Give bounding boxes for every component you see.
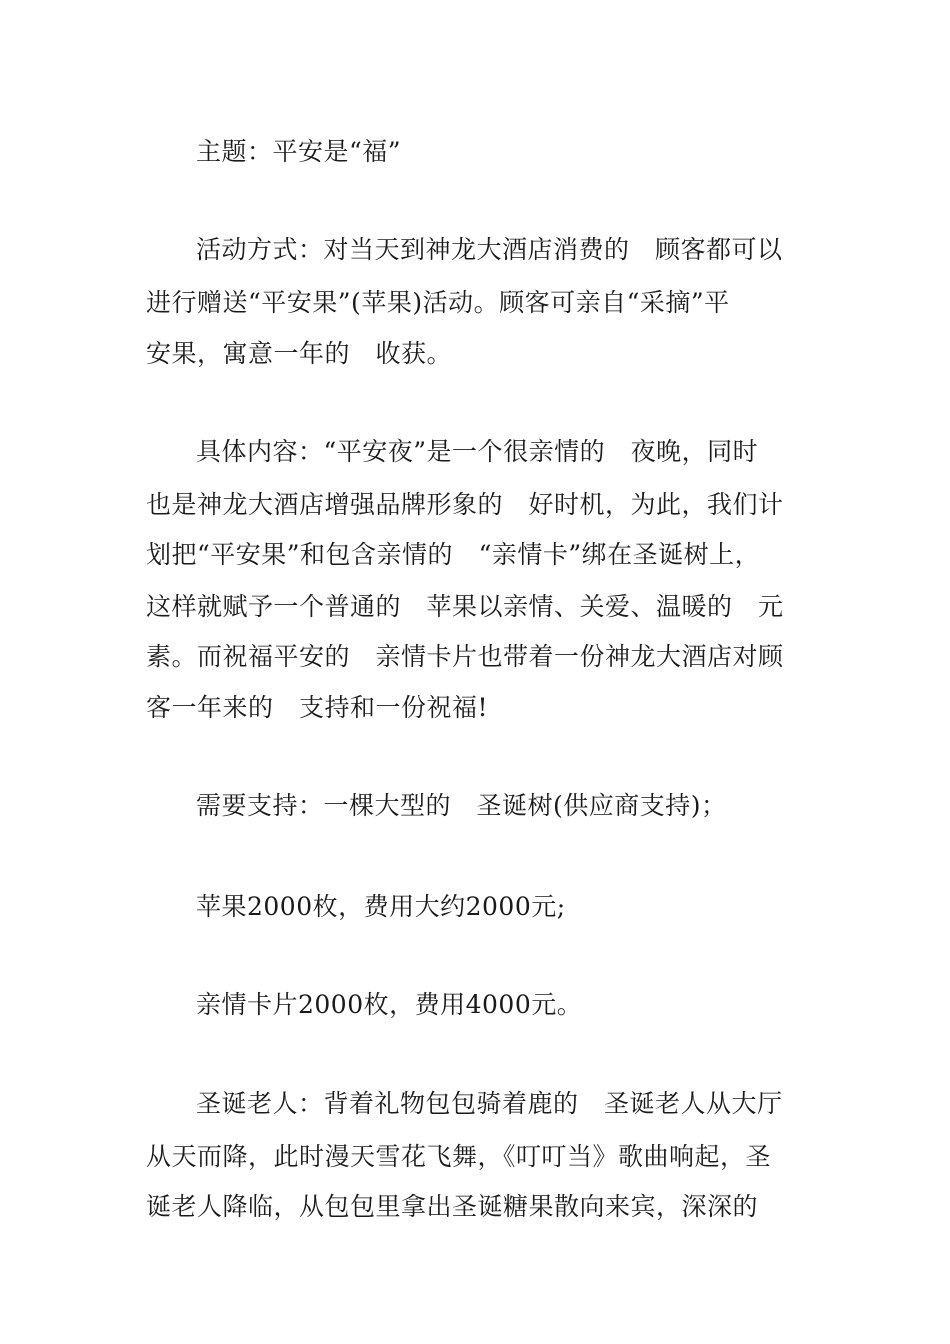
content-line-1: 具体内容：“平安夜”是一个很亲情的 夜晚，同时 xyxy=(196,437,759,466)
content-line-6: 客一年来的 支持和一份祝福! xyxy=(146,693,489,722)
santa-line-1: 圣诞老人：背着礼物包包骑着鹿的 圣诞老人从大厅 xyxy=(196,1089,783,1118)
activity-method-line-1: 活动方式：对当天到神龙大酒店消费的 顾客都可以 xyxy=(196,235,783,264)
content-line-5: 素。而祝福平安的 亲情卡片也带着一份神龙大酒店对顾 xyxy=(146,642,784,671)
theme-line: 主题：平安是“福” xyxy=(196,137,402,166)
content-line-2: 也是神龙大酒店增强品牌形象的 好时机，为此，我们计 xyxy=(146,490,784,519)
apples-line: 苹果2000枚，费用大约2000元; xyxy=(196,892,566,921)
activity-method-line-2: 进行赠送“平安果”(苹果)活动。顾客可亲自“采摘”平 xyxy=(146,288,730,317)
content-line-3: 划把“平安果”和包含亲情的 “亲情卡”绑在圣诞树上， xyxy=(146,540,761,569)
santa-line-2: 从天而降，此时漫天雪花飞舞，《叮叮当》歌曲响起，圣 xyxy=(146,1142,772,1171)
santa-line-3: 诞老人降临，从包包里拿出圣诞糖果散向来宾，深深的 xyxy=(146,1192,759,1221)
content-line-4: 这样就赋予一个普通的 苹果以亲情、关爱、温暖的 元 xyxy=(146,592,784,621)
cards-line: 亲情卡片2000枚，费用4000元。 xyxy=(196,990,583,1019)
activity-method-line-3: 安果，寓意一年的 收获。 xyxy=(146,339,453,368)
support-line: 需要支持：一棵大型的 圣诞树(供应商支持)； xyxy=(196,791,727,820)
